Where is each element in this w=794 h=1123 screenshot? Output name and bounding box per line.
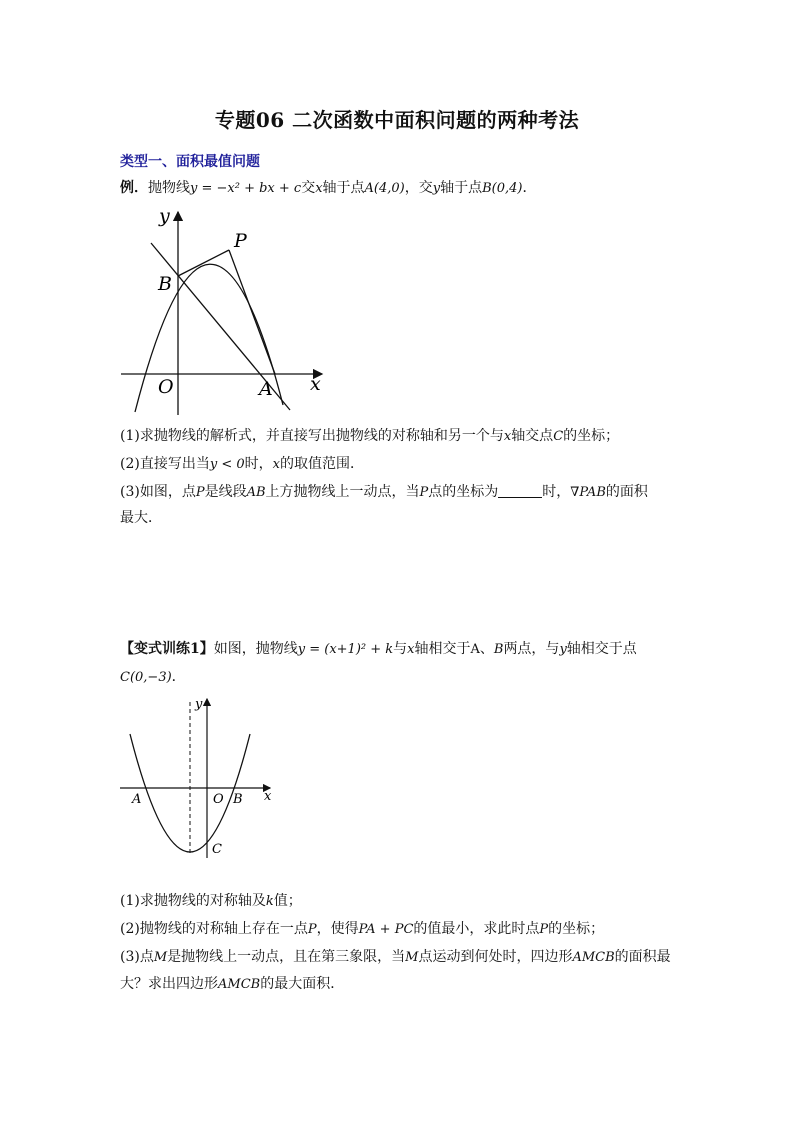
- variant-statement-continued: C(0,−3)．: [120, 669, 186, 685]
- x-axis-label: x: [264, 789, 272, 804]
- variant-question-2: (2)抛物线的对称轴上存在一点P，使得PA + PC的值最小，求此时点P的坐标；: [120, 921, 605, 937]
- variant-question-3: (3)点M是抛物线上一动点，且在第三象限，当M点运动到何处时，四边形AMCB的面积最: [120, 949, 671, 965]
- question-2: (2)直接写出当y < 0时，x的取值范围．: [120, 456, 364, 472]
- y-axis-label: y: [195, 697, 203, 712]
- point-c-coord: C(0,−3): [120, 670, 172, 685]
- point-a-label: A: [259, 378, 273, 400]
- question-3-continued: 最大．: [120, 510, 162, 526]
- figure-parabola-amcb: [116, 694, 280, 860]
- point-c-label: C: [212, 842, 222, 857]
- segment-bp: [178, 250, 229, 276]
- answer-blank: [498, 483, 542, 498]
- example-label: 例．: [120, 180, 148, 196]
- segment-pa: [229, 250, 275, 374]
- point-a-coord: A(4,0): [364, 181, 405, 196]
- variant-question-3-continued: 大？求出四边形AMCB的最大面积．: [120, 976, 345, 992]
- origin-label: O: [213, 792, 224, 807]
- point-b-label: B: [233, 792, 243, 807]
- section-heading: 类型一、面积最值问题: [120, 154, 260, 170]
- example-equation: y = −x² + bx + c: [190, 181, 302, 196]
- variant-question-1: (1)求抛物线的对称轴及k值；: [120, 893, 302, 909]
- variant-statement: 【变式训练1】如图，抛物线y = (x+1)² + k与x轴相交于A、B两点，与y轴相交于点: [120, 641, 637, 657]
- x-axis-label: x: [310, 373, 321, 395]
- point-a-label: A: [132, 792, 142, 807]
- point-b-label: B: [158, 273, 172, 295]
- variant-label: 【变式训练1】: [120, 641, 214, 657]
- example-statement: 例．抛物线y = −x² + bx + c交x轴于点A(4,0)，交y轴于点B(0,4)．: [120, 180, 537, 196]
- question-3: (3)如图，点P是线段AB上方抛物线上一动点，当P点的坐标为 时，∇PAB的面积: [120, 484, 648, 500]
- figure-parabola-pab: [118, 200, 338, 420]
- question-1: (1)求抛物线的解析式，并直接写出抛物线的对称轴和另一个与x轴交点C的坐标；: [120, 428, 620, 444]
- y-axis-label: y: [159, 205, 170, 227]
- point-p-label: P: [234, 230, 247, 252]
- variant-equation: y = (x+1)² + k: [297, 642, 394, 657]
- page-title: 专题06 二次函数中面积问题的两种考法: [214, 108, 580, 132]
- point-b-coord: B(0,4): [482, 181, 523, 196]
- origin-label: O: [158, 376, 174, 398]
